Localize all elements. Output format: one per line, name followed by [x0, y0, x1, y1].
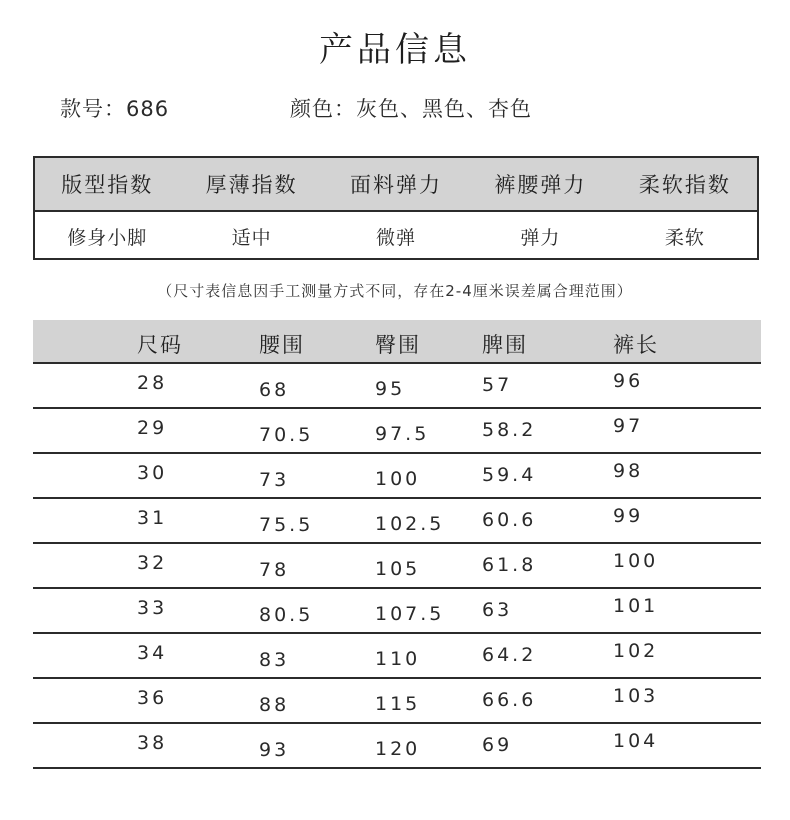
size-header-cell: 腰围 [259, 333, 305, 357]
color-options: 颜色：灰色、黑色、杏色 [290, 97, 532, 121]
waist-cell: 73 [259, 469, 290, 491]
length-cell: 102 [613, 640, 659, 662]
length-cell: 96 [613, 370, 644, 392]
hip-cell: 115 [375, 693, 421, 715]
index-header-cell: 厚薄指数 [205, 173, 298, 197]
hip-cell: 107.5 [375, 603, 445, 625]
table-row [33, 634, 761, 679]
thigh-cell: 60.6 [482, 509, 537, 531]
index-table [33, 156, 759, 260]
waist-cell: 80.5 [259, 604, 314, 626]
length-cell: 100 [613, 550, 659, 572]
thigh-cell: 57 [482, 374, 513, 396]
thigh-cell: 66.6 [482, 689, 537, 711]
size-header-cell: 脾围 [482, 333, 528, 357]
index-header-cell: 柔软指数 [638, 173, 731, 197]
size-cell: 38 [137, 732, 168, 754]
hip-cell: 110 [375, 648, 421, 670]
measurement-note: （尺寸表信息因手工测量方式不同，存在2-4厘米误差属合理范围） [157, 282, 633, 300]
size-header-cell: 裤长 [613, 333, 659, 357]
size-header-cell: 臀围 [375, 333, 421, 357]
thigh-cell: 59.4 [482, 464, 537, 486]
thigh-cell: 69 [482, 734, 513, 756]
table-row [33, 544, 761, 589]
waist-cell: 75.5 [259, 514, 314, 536]
size-cell: 34 [137, 642, 168, 664]
length-cell: 97 [613, 415, 644, 437]
size-cell: 36 [137, 687, 168, 709]
length-cell: 103 [613, 685, 659, 707]
size-cell: 28 [137, 372, 168, 394]
index-value-cell: 柔软 [664, 226, 705, 249]
index-table-values [35, 212, 757, 260]
thigh-cell: 61.8 [482, 554, 537, 576]
index-value-cell: 微弹 [376, 226, 417, 249]
size-header-cell: 尺码 [137, 333, 183, 357]
size-cell: 30 [137, 462, 168, 484]
hip-cell: 102.5 [375, 513, 445, 535]
index-value-cell: 弹力 [520, 226, 561, 249]
size-table [33, 320, 761, 769]
thigh-cell: 64.2 [482, 644, 537, 666]
waist-cell: 68 [259, 379, 290, 401]
waist-cell: 70.5 [259, 424, 314, 446]
waist-cell: 78 [259, 559, 290, 581]
table-row [33, 409, 761, 454]
index-value-cell: 修身小脚 [67, 226, 148, 249]
length-cell: 104 [613, 730, 659, 752]
waist-cell: 83 [259, 649, 290, 671]
hip-cell: 97.5 [375, 423, 430, 445]
index-header-cell: 面料弹力 [350, 173, 443, 197]
size-cell: 33 [137, 597, 168, 619]
thigh-cell: 58.2 [482, 419, 537, 441]
length-cell: 101 [613, 595, 659, 617]
waist-cell: 88 [259, 694, 290, 716]
size-cell: 32 [137, 552, 168, 574]
page-title: 产品信息 [319, 30, 471, 70]
table-row [33, 499, 761, 544]
table-row [33, 364, 761, 409]
index-table-header [35, 158, 757, 212]
table-row [33, 679, 761, 724]
waist-cell: 93 [259, 739, 290, 761]
size-cell: 29 [137, 417, 168, 439]
index-value-cell: 适中 [231, 226, 272, 249]
hip-cell: 100 [375, 468, 421, 490]
size-table-header [33, 320, 761, 364]
length-cell: 99 [613, 505, 644, 527]
thigh-cell: 63 [482, 599, 513, 621]
table-row [33, 724, 761, 769]
length-cell: 98 [613, 460, 644, 482]
table-row [33, 454, 761, 499]
table-row [33, 589, 761, 634]
size-cell: 31 [137, 507, 168, 529]
style-number: 款号：686 [60, 97, 170, 121]
hip-cell: 95 [375, 378, 406, 400]
hip-cell: 120 [375, 738, 421, 760]
index-header-cell: 裤腰弹力 [494, 173, 587, 197]
hip-cell: 105 [375, 558, 421, 580]
index-header-cell: 版型指数 [61, 173, 154, 197]
